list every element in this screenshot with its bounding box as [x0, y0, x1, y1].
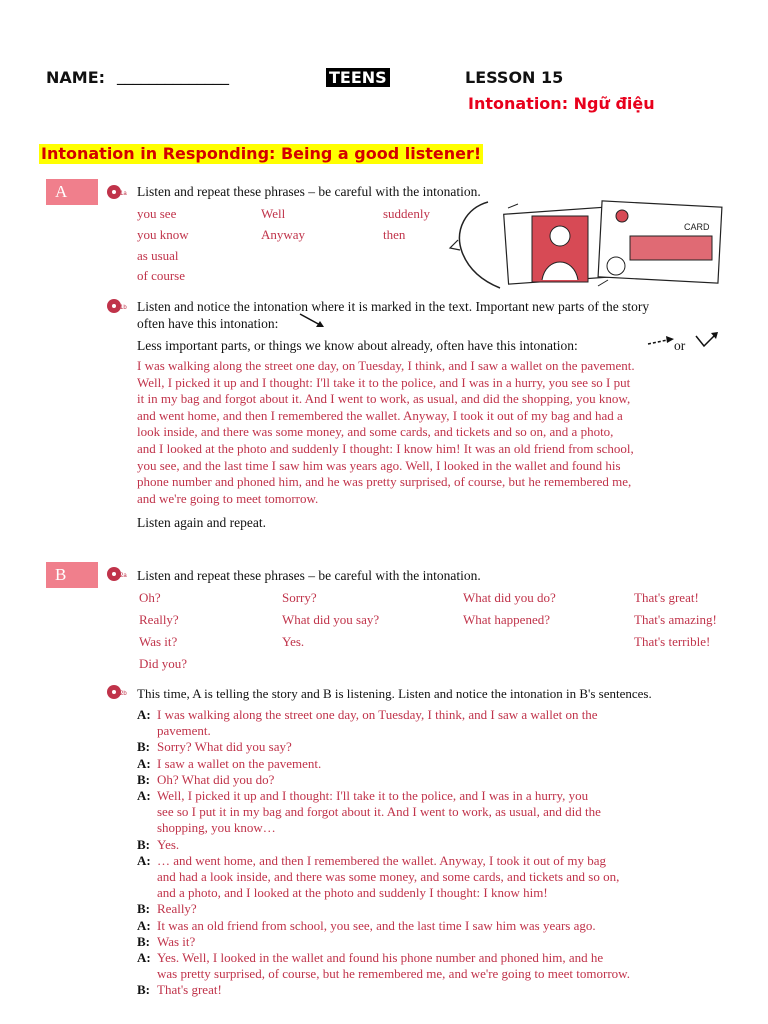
phrase-item: suddenly [383, 206, 430, 221]
dialogue-line: B: Really? [137, 901, 197, 917]
dialogue-line: pavement. [157, 723, 211, 739]
dialogue-line: and a photo, and I looked at the photo and suddenly I thought: I know him! [157, 885, 548, 901]
story-text [137, 358, 737, 507]
cd-track-icon [106, 297, 130, 315]
svg-text:1a: 1a [120, 191, 127, 197]
phrase-item: Did you? [139, 656, 188, 671]
story-line: it in my bag and forgot about it. And I went to work, as usual, and did the shopping, you know, [137, 391, 631, 407]
cd-track-icon [106, 565, 130, 583]
phrase-item: Well [261, 206, 286, 221]
phrase-item: of course [137, 268, 186, 283]
dialogue-line: A: … and went home, and then I remembered the wallet. Anyway, I took it out of my bag [137, 852, 606, 868]
falling-arrow-icon [298, 311, 328, 331]
dialogue-line: A: Yes. Well, I looked in the wallet and found his phone number and phoned him, and he [137, 950, 604, 966]
phrase-item: you know [137, 227, 189, 242]
phrase-item: What happened? [463, 612, 550, 627]
story-line: and went home, and then I remembered the wallet. Anyway, I took it out of my bag and had a [137, 407, 623, 423]
story-line: I was walking along the street one day, on Tuesday, I think, and I saw a wallet on the pavement. [137, 358, 635, 373]
phrase-item: That's terrible! [634, 634, 711, 649]
phrase-item: Yes. [282, 634, 305, 649]
svg-text:2b: 2b [120, 691, 127, 697]
instruction-a2-cont: often have this intonation: [137, 316, 279, 331]
cd-track-icon [106, 183, 130, 201]
name-label: NAME: [46, 68, 106, 87]
story-line: you see, and the last time I saw him was years ago. Well, I looked in the wallet and found his [137, 457, 621, 473]
story-line: Well, I picked it up and I thought: I'll take it to the police, and I was in a hurry, you see so I put [137, 374, 631, 390]
level-arrow-icon [646, 333, 676, 351]
cd-track-icon [106, 683, 130, 701]
dialogue-line: B: Sorry? What did you say? [137, 739, 292, 755]
dialogue-line: B: Was it? [137, 933, 196, 949]
dialogue-line: and had a look inside, and there was some money, and some cards, and tickets and so on, [157, 869, 620, 885]
phrase-item: Sorry? [282, 590, 317, 605]
phrase-item: Anyway [261, 227, 306, 242]
section-banner: Intonation in Responding: Being a good listener! [41, 144, 482, 163]
phrase-item: as usual [137, 248, 179, 263]
dialogue-line: A: I was walking along the street one day, on Tuesday, I think, and I saw a wallet on the [137, 707, 598, 722]
section-a-box: A [46, 179, 98, 205]
dialogue-line: shopping, you know… [157, 820, 276, 836]
dialogue-line: B: Yes. [137, 836, 180, 852]
phrase-item: That's amazing! [634, 612, 717, 627]
instruction-a1: Listen and repeat these phrases – be careful with the intonation. [137, 184, 481, 199]
listen-again: Listen again and repeat. [137, 515, 266, 530]
phrase-item: Was it? [139, 634, 178, 649]
instruction-b1: Listen and repeat these phrases – be careful with the intonation. [137, 568, 481, 583]
phrase-item: That's great! [634, 590, 699, 605]
dialogue-line: A: It was an old friend from school, you see, and the last time I saw him was years ago. [137, 917, 596, 933]
svg-text:1b: 1b [120, 305, 127, 311]
wallet-illustration [448, 200, 728, 290]
dialogue [137, 707, 747, 999]
svg-text:CARD: CARD [684, 222, 710, 232]
story-line: and we're going to meet tomorrow. [137, 490, 319, 506]
svg-text:2a: 2a [120, 573, 127, 579]
instruction-b2: This time, A is telling the story and B is listening. Listen and notice the intonation in B's sentences. [137, 686, 652, 701]
story-line: phone number and phoned him, and he was pretty surprised, of course, but he remembered me, [137, 474, 632, 490]
dialogue-line: B: Oh? What did you do? [137, 771, 275, 787]
name-line: ______________ [117, 66, 229, 85]
phrase-item: Oh? [139, 590, 161, 605]
section-b-box: B [46, 562, 98, 588]
instruction-a3-or: or [674, 338, 686, 353]
phrase-item: Really? [139, 612, 179, 627]
dialogue-line: see so I put it in my bag and forgot about it. And I went to work, as usual, and did the [157, 804, 601, 820]
lesson-subtitle: Intonation: Ngữ điệu [468, 94, 655, 113]
phrase-item: then [383, 227, 406, 242]
dialogue-line: A: I saw a wallet on the pavement. [137, 755, 322, 771]
lesson-number: LESSON 15 [465, 68, 564, 87]
instruction-a2: Listen and notice the intonation where it is marked in the text. Important new parts of the story [137, 299, 650, 314]
story-line: look inside, and there was some money, and some cards, and tickets and so on, and a photo, [137, 424, 614, 440]
fall-rise-arrow-icon [694, 330, 720, 352]
instruction-a3: Less important parts, or things we know about already, often have this intonation: [137, 338, 578, 353]
phrase-item: What did you say? [282, 612, 380, 627]
dialogue-line: was pretty surprised, of course, but he remembered me, and we're going to meet tomorrow. [157, 966, 630, 982]
dialogue-line: B: That's great! [137, 982, 222, 998]
dialogue-line: A: Well, I picked it up and I thought: I'll take it to the police, and I was in a hurry, you [137, 788, 589, 804]
phrase-item: What did you do? [463, 590, 556, 605]
phrase-item: you see [137, 206, 177, 221]
story-line: and I looked at the photo and suddenly I thought: I know him! It was an old friend from school, [137, 440, 634, 456]
level-badge: TEENS [326, 68, 390, 87]
